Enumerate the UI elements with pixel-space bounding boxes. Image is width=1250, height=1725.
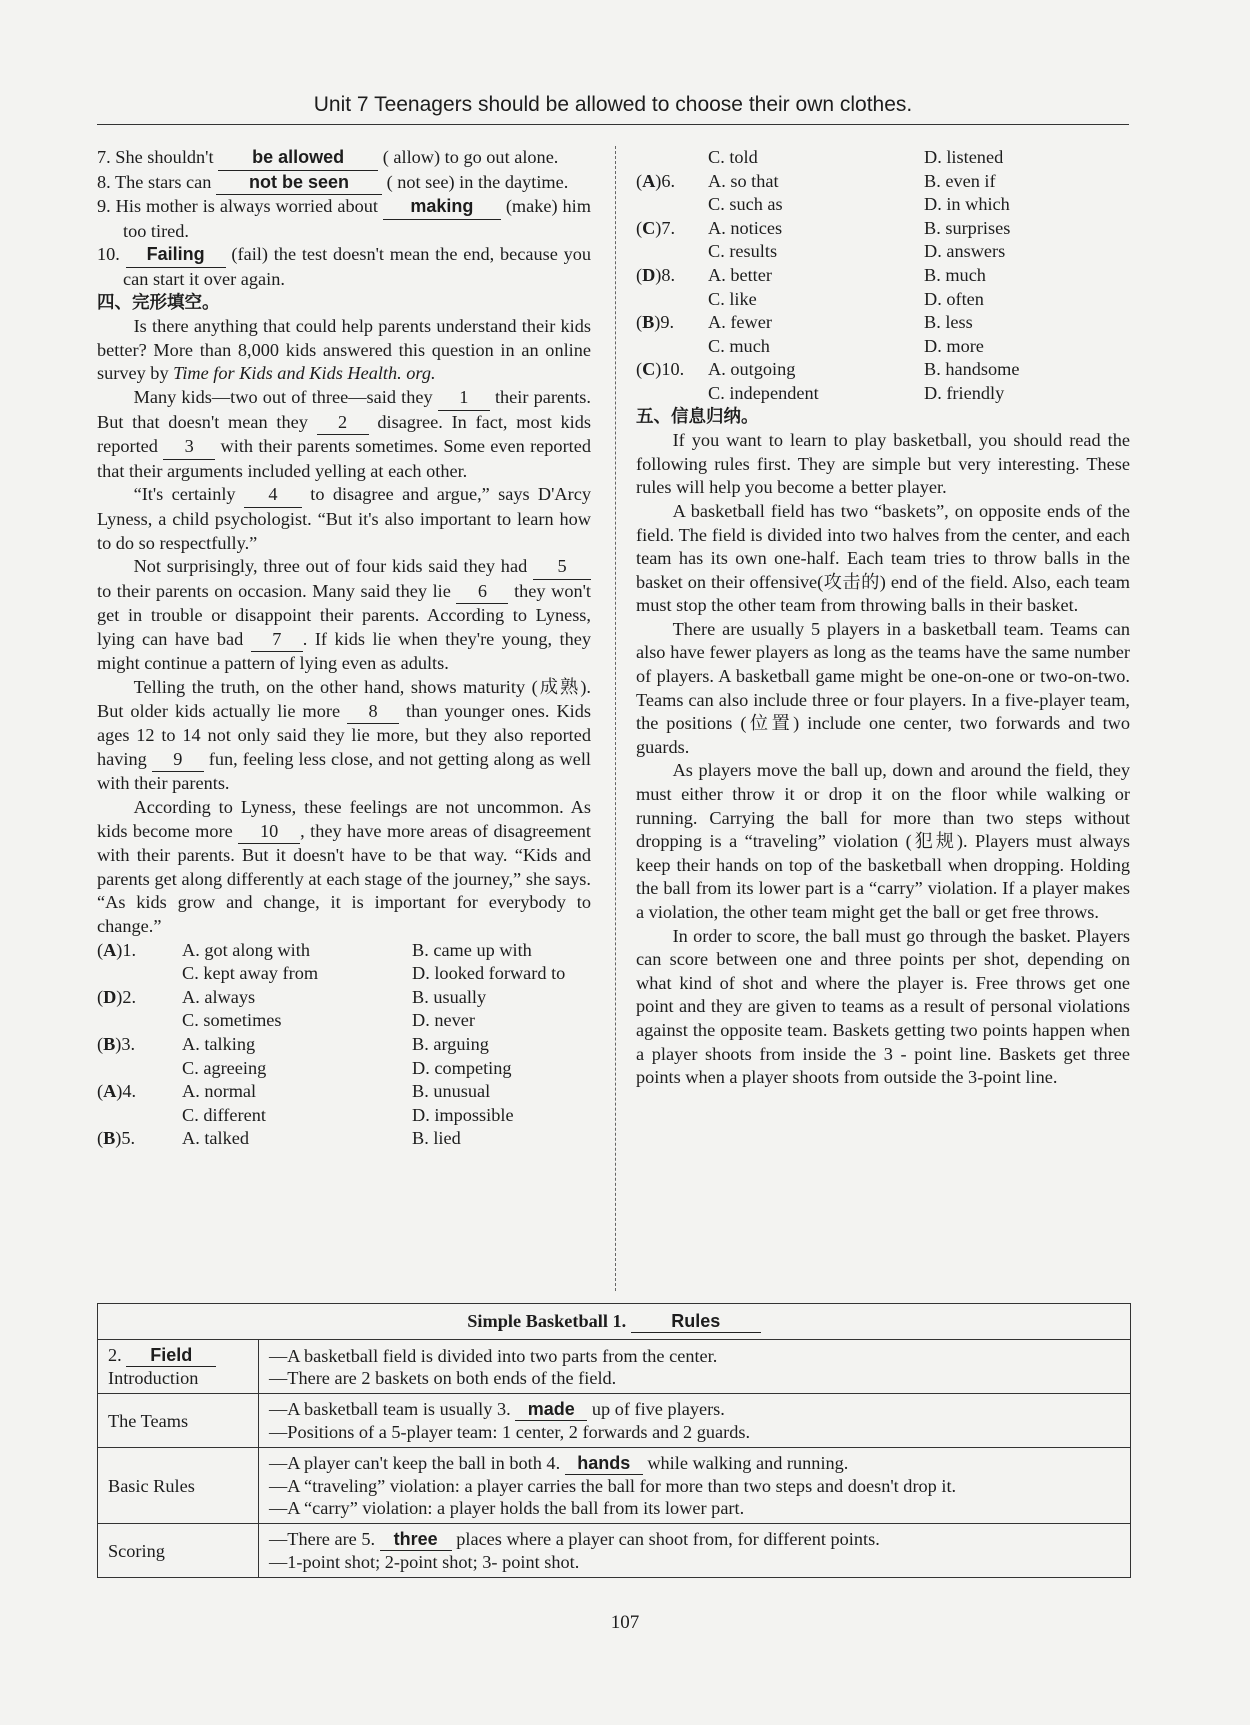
- answer-table-3: made: [515, 1398, 587, 1421]
- column-divider: [615, 146, 616, 1291]
- row-label: Basic Rules: [98, 1448, 259, 1524]
- answer-table-2: Field: [126, 1344, 216, 1367]
- table-row: [98, 1448, 1131, 1524]
- reading-paragraph-2: A basketball field has two “baskets”, on opposite ends of the field. The field is divided into two halves from the center, and each team has its own one-half. Each team tries to throw balls in the basket on their offensive(攻击的) end of the field. Also, each team must stop the other team from throwing balls in their basket.: [636, 500, 1130, 616]
- cloze-paragraph-2: Many kids—two out of three—said they 1 their parents. But that doesn't mean they 2 disagree. In fact, most kids reported 3 with their parents sometimes. Some even reported that their arguments included yelling at each other.: [97, 386, 592, 481]
- answer-table-1: Rules: [631, 1310, 761, 1333]
- option-row: C. results D. answers: [708, 241, 1006, 262]
- section-heading-summary: 五、信息归纳。: [636, 406, 759, 427]
- blank-8: 8: [347, 700, 399, 725]
- answer-7: be allowed: [218, 146, 378, 171]
- option-row: C. agreeing D. competing: [182, 1057, 512, 1078]
- blank-6: 6: [456, 580, 508, 605]
- blank-1: 1: [438, 386, 490, 411]
- reading-paragraph-3: There are usually 5 players in a basketball team. Teams can also have fewer players as long as the teams have the same number of players. A basketball game might be one-on-one or two-on-two. Teams can also include three or four players. In a five-player team, the positions (位置) include one center, two forwards and two guards.: [636, 618, 1130, 757]
- cloze-paragraph-5: Telling the truth, on the other hand, shows maturity (成熟). But older kids actually lie more 8 than younger ones. Kids ages 12 to 14 not only said they lie more, but they also reported having 9 fun, feeling less close, and not getting along as well with their parents.: [97, 677, 591, 794]
- blank-3: 3: [163, 435, 215, 460]
- blank-7: 7: [251, 628, 303, 653]
- row-label: The Teams: [98, 1394, 259, 1448]
- row-content: —A basketball field is divided into two parts from the center. —There are 2 baskets on both ends of the field.: [259, 1340, 1131, 1394]
- fill-item-10: 10. Failing (fail) the test doesn't mean the end, because you can start it over again.: [97, 244, 592, 289]
- option-row: C. told D. listened: [708, 147, 1004, 167]
- table-title-row: [98, 1304, 1131, 1340]
- option-row: C. much D. more: [708, 335, 984, 356]
- option-row: (A)6. A. so that B. even if: [636, 170, 996, 191]
- option-row: C. such as D. in which: [708, 194, 1010, 215]
- blank-9: 9: [152, 748, 204, 773]
- fill-item-8: 8. The stars can not be seen ( not see) in the daytime.: [97, 171, 591, 196]
- header-rule: [97, 124, 1129, 125]
- option-row: C. different D. impossible: [182, 1104, 514, 1125]
- row-label: 2. Field Introduction: [98, 1340, 259, 1394]
- option-row: (A)1. A. got along with B. came up with: [97, 939, 532, 960]
- option-row: (C)10. A. outgoing B. handsome: [636, 359, 1020, 380]
- table-row: [98, 1340, 1131, 1394]
- option-row: (D)2. A. always B. usually: [97, 986, 487, 1007]
- cloze-paragraph-6: According to Lyness, these feelings are not uncommon. As kids become more 10 , they have more areas of disagreement with their parents. But it doesn't have to be that way. “Kids and parents get along differently at each stage of the journey,” she says. “As kids grow and change, it is important for everybody to change.”: [97, 797, 591, 936]
- fill-item-7: 7. She shouldn't be allowed ( allow) to go out alone.: [97, 146, 591, 171]
- answer-table-4: hands: [565, 1452, 643, 1475]
- option-row: (D)8. A. better B. much: [636, 264, 986, 285]
- option-row: (C)7. A. notices B. surprises: [636, 217, 1011, 238]
- answer-8: not be seen: [216, 171, 382, 196]
- cloze-paragraph-1: Is there anything that could help parents understand their kids better? More than 8,000 kids answered this question in an online survey by Time for Kids and Kids Health. org.: [97, 316, 591, 384]
- option-row: C. independent D. friendly: [708, 382, 1005, 403]
- table-title: Simple Basketball 1. Rules: [98, 1304, 1131, 1340]
- summary-table: [97, 1303, 1131, 1578]
- option-row: C. kept away from D. looked forward to: [182, 963, 566, 984]
- option-row: C. sometimes D. never: [182, 1010, 475, 1031]
- options-right: [636, 146, 1130, 406]
- blank-5: 5: [533, 555, 591, 580]
- reading-paragraph-5: In order to score, the ball must go through the basket. Players can score between one and three points per shot, depending on what kind of shot and where the player is. Free throws get one point and they are given to teams as a result of personal violations against the opposite team. Baskets getting two points happen when a player shoots from inside the 3 - point line. Baskets get three points when a player shoots from outside the 3-point line.: [636, 925, 1130, 1088]
- option-row: (B)5. A. talked B. lied: [97, 1128, 461, 1149]
- row-content: —A player can't keep the ball in both 4. hands while walking and running. —A “traveling” violation: a player carries the ball for more than two steps and doesn't drop it. —A “carry” violation: a player holds the ball from its lower part.: [259, 1448, 1131, 1524]
- row-label: Scoring: [98, 1524, 259, 1578]
- fill-item-9: 9. His mother is always worried about making (make) him too tired.: [97, 196, 591, 241]
- row-content: —There are 5. three places where a player can shoot from, for different points. —1-point shot; 2-point shot; 3- point shot.: [259, 1524, 1131, 1578]
- options-left: [97, 939, 591, 1151]
- blank-10: 10: [238, 820, 300, 845]
- option-row: (B)9. A. fewer B. less: [636, 312, 973, 333]
- blank-2: 2: [317, 411, 369, 436]
- option-row: (A)4. A. normal B. unusual: [97, 1081, 491, 1102]
- option-row: (B)3. A. talking B. arguing: [97, 1033, 489, 1054]
- row-content: —A basketball team is usually 3. made up of five players. —Positions of a 5-player team: 1 center, 2 forwards and 2 guards.: [259, 1394, 1131, 1448]
- cloze-paragraph-4: Not surprisingly, three out of four kids said they had 5 to their parents on occasion. Many said they lie 6 they won't get in trouble or disappoint their parents. According to Lyness, lying can have bad 7 . If kids lie when they're young, they might continue a pattern of lying even as adults.: [97, 556, 591, 674]
- right-column: [636, 146, 1130, 1090]
- section-heading-cloze: 四、完形填空。: [97, 292, 220, 313]
- answer-table-5: three: [380, 1528, 452, 1551]
- left-column: [97, 146, 591, 1151]
- page-number: 107: [610, 1612, 640, 1633]
- table-row: [98, 1524, 1131, 1578]
- cloze-paragraph-3: “It's certainly 4 to disagree and argue,” says D'Arcy Lyness, a child psychologist. “But it's also important to learn how to do so respectfully.”: [97, 484, 591, 553]
- reading-paragraph-1: If you want to learn to play basketball, you should read the following rules first. They are simple but very interesting. These rules will help you become a better player.: [636, 430, 1130, 498]
- answer-9: making: [383, 195, 501, 220]
- page-header: Unit 7 Teenagers should be allowed to choose their own clothes.: [313, 93, 913, 116]
- table-row: [98, 1394, 1131, 1448]
- option-row: C. like D. often: [708, 288, 984, 309]
- answer-10: Failing: [126, 243, 226, 268]
- reading-paragraph-4: As players move the ball up, down and around the field, they must either throw it or drop it on the floor while walking or running. Carrying the ball for more than two steps without dropping is a “traveling” violation (犯规). Players must always keep their hands on top of the basketball when dropping. Holding the ball from its lower part is a “carry” violation. If a player makes a violation, the other team might get the ball or get free throws.: [636, 760, 1130, 922]
- blank-4: 4: [244, 483, 302, 508]
